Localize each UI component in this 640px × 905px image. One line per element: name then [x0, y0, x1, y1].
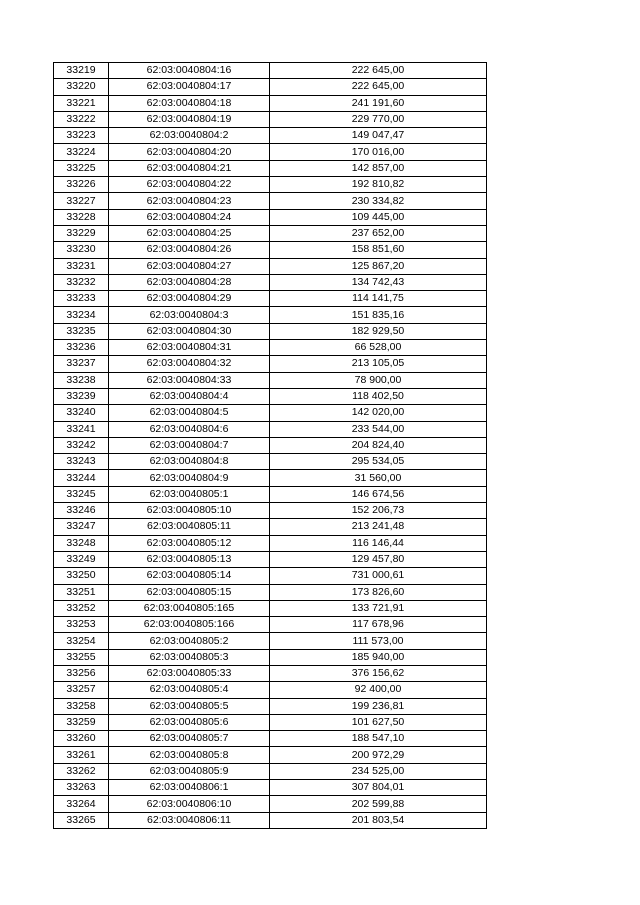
table-row: [54, 258, 487, 274]
value-cell: 295 534,05: [270, 454, 487, 470]
value-cell: 92 400,00: [270, 682, 487, 698]
cadastral-number-cell: 62:03:0040804:6: [109, 421, 270, 437]
value-cell: 213 241,48: [270, 519, 487, 535]
value-cell: 118 402,50: [270, 388, 487, 404]
row-number-cell: 33251: [54, 584, 109, 600]
cadastral-value-table: [53, 62, 487, 829]
value-cell: 188 547,10: [270, 731, 487, 747]
table-row: [54, 470, 487, 486]
table-row: [54, 111, 487, 127]
value-cell: 307 804,01: [270, 780, 487, 796]
value-cell: 158 851,60: [270, 242, 487, 258]
table-row: [54, 649, 487, 665]
cadastral-number-cell: 62:03:0040804:25: [109, 225, 270, 241]
row-number-cell: 33248: [54, 535, 109, 551]
cadastral-number-cell: 62:03:0040804:30: [109, 323, 270, 339]
row-number-cell: 33219: [54, 63, 109, 79]
row-number-cell: 33224: [54, 144, 109, 160]
cadastral-number-cell: 62:03:0040805:5: [109, 698, 270, 714]
value-cell: 192 810,82: [270, 177, 487, 193]
row-number-cell: 33256: [54, 665, 109, 681]
row-number-cell: 33229: [54, 225, 109, 241]
value-cell: 230 334,82: [270, 193, 487, 209]
table-row: [54, 682, 487, 698]
cadastral-number-cell: 62:03:0040804:32: [109, 356, 270, 372]
value-cell: 134 742,43: [270, 274, 487, 290]
table-row: [54, 519, 487, 535]
table-row: [54, 584, 487, 600]
value-cell: 233 544,00: [270, 421, 487, 437]
table-row: [54, 291, 487, 307]
row-number-cell: 33242: [54, 437, 109, 453]
table-row: [54, 79, 487, 95]
cadastral-number-cell: 62:03:0040804:3: [109, 307, 270, 323]
row-number-cell: 33264: [54, 796, 109, 812]
cadastral-number-cell: 62:03:0040804:18: [109, 95, 270, 111]
cadastral-number-cell: 62:03:0040804:16: [109, 63, 270, 79]
row-number-cell: 33236: [54, 340, 109, 356]
table-row: [54, 698, 487, 714]
value-cell: 142 857,00: [270, 160, 487, 176]
row-number-cell: 33230: [54, 242, 109, 258]
cadastral-number-cell: 62:03:0040805:33: [109, 665, 270, 681]
cadastral-number-cell: 62:03:0040805:9: [109, 763, 270, 779]
cadastral-number-cell: 62:03:0040805:4: [109, 682, 270, 698]
value-cell: 173 826,60: [270, 584, 487, 600]
cadastral-number-cell: 62:03:0040805:13: [109, 551, 270, 567]
row-number-cell: 33252: [54, 600, 109, 616]
row-number-cell: 33228: [54, 209, 109, 225]
row-number-cell: 33220: [54, 79, 109, 95]
table-row: [54, 323, 487, 339]
cadastral-number-cell: 62:03:0040804:7: [109, 437, 270, 453]
row-number-cell: 33245: [54, 486, 109, 502]
value-cell: 149 047,47: [270, 128, 487, 144]
table-row: [54, 665, 487, 681]
cadastral-number-cell: 62:03:0040804:33: [109, 372, 270, 388]
table-row: [54, 714, 487, 730]
row-number-cell: 33241: [54, 421, 109, 437]
row-number-cell: 33261: [54, 747, 109, 763]
row-number-cell: 33221: [54, 95, 109, 111]
cadastral-number-cell: 62:03:0040804:22: [109, 177, 270, 193]
row-number-cell: 33265: [54, 812, 109, 828]
table-row: [54, 372, 487, 388]
value-cell: 170 016,00: [270, 144, 487, 160]
row-number-cell: 33226: [54, 177, 109, 193]
row-number-cell: 33250: [54, 568, 109, 584]
row-number-cell: 33247: [54, 519, 109, 535]
row-number-cell: 33235: [54, 323, 109, 339]
cadastral-number-cell: 62:03:0040804:17: [109, 79, 270, 95]
value-cell: 202 599,88: [270, 796, 487, 812]
row-number-cell: 33260: [54, 731, 109, 747]
row-number-cell: 33258: [54, 698, 109, 714]
table-row: [54, 209, 487, 225]
value-cell: 237 652,00: [270, 225, 487, 241]
cadastral-number-cell: 62:03:0040805:2: [109, 633, 270, 649]
table-row: [54, 421, 487, 437]
table-row: [54, 340, 487, 356]
cadastral-number-cell: 62:03:0040804:4: [109, 388, 270, 404]
row-number-cell: 33259: [54, 714, 109, 730]
cadastral-number-cell: 62:03:0040804:28: [109, 274, 270, 290]
table-row: [54, 144, 487, 160]
value-cell: 213 105,05: [270, 356, 487, 372]
value-cell: 66 528,00: [270, 340, 487, 356]
table-row: [54, 486, 487, 502]
value-cell: 731 000,61: [270, 568, 487, 584]
cadastral-number-cell: 62:03:0040805:10: [109, 503, 270, 519]
table-row: [54, 780, 487, 796]
row-number-cell: 33222: [54, 111, 109, 127]
value-cell: 182 929,50: [270, 323, 487, 339]
table-row: [54, 731, 487, 747]
table-row: [54, 242, 487, 258]
value-cell: 241 191,60: [270, 95, 487, 111]
table-row: [54, 796, 487, 812]
value-cell: 200 972,29: [270, 747, 487, 763]
value-cell: 201 803,54: [270, 812, 487, 828]
row-number-cell: 33262: [54, 763, 109, 779]
cadastral-number-cell: 62:03:0040805:14: [109, 568, 270, 584]
cadastral-number-cell: 62:03:0040805:12: [109, 535, 270, 551]
cadastral-number-cell: 62:03:0040804:27: [109, 258, 270, 274]
cadastral-number-cell: 62:03:0040804:19: [109, 111, 270, 127]
value-cell: 234 525,00: [270, 763, 487, 779]
table-row: [54, 128, 487, 144]
value-cell: 125 867,20: [270, 258, 487, 274]
table-row: [54, 812, 487, 828]
value-cell: 142 020,00: [270, 405, 487, 421]
value-cell: 376 156,62: [270, 665, 487, 681]
cadastral-number-cell: 62:03:0040806:1: [109, 780, 270, 796]
row-number-cell: 33232: [54, 274, 109, 290]
row-number-cell: 33225: [54, 160, 109, 176]
cadastral-number-cell: 62:03:0040804:29: [109, 291, 270, 307]
cadastral-number-cell: 62:03:0040804:31: [109, 340, 270, 356]
value-cell: 229 770,00: [270, 111, 487, 127]
table-row: [54, 356, 487, 372]
value-cell: 31 560,00: [270, 470, 487, 486]
cadastral-number-cell: 62:03:0040805:6: [109, 714, 270, 730]
table-row: [54, 568, 487, 584]
value-cell: 101 627,50: [270, 714, 487, 730]
table-row: [54, 388, 487, 404]
row-number-cell: 33255: [54, 649, 109, 665]
row-number-cell: 33237: [54, 356, 109, 372]
value-cell: 117 678,96: [270, 617, 487, 633]
table-row: [54, 747, 487, 763]
row-number-cell: 33243: [54, 454, 109, 470]
value-cell: 116 146,44: [270, 535, 487, 551]
table-row: [54, 600, 487, 616]
table-body: [54, 63, 487, 829]
table-row: [54, 160, 487, 176]
value-cell: 222 645,00: [270, 63, 487, 79]
cadastral-number-cell: 62:03:0040804:26: [109, 242, 270, 258]
table-row: [54, 763, 487, 779]
cadastral-number-cell: 62:03:0040805:3: [109, 649, 270, 665]
row-number-cell: 33244: [54, 470, 109, 486]
cadastral-number-cell: 62:03:0040804:21: [109, 160, 270, 176]
row-number-cell: 33253: [54, 617, 109, 633]
cadastral-number-cell: 62:03:0040805:1: [109, 486, 270, 502]
value-cell: 133 721,91: [270, 600, 487, 616]
value-cell: 146 674,56: [270, 486, 487, 502]
row-number-cell: 33263: [54, 780, 109, 796]
table-row: [54, 454, 487, 470]
cadastral-number-cell: 62:03:0040805:8: [109, 747, 270, 763]
value-cell: 78 900,00: [270, 372, 487, 388]
row-number-cell: 33227: [54, 193, 109, 209]
table-row: [54, 193, 487, 209]
cadastral-number-cell: 62:03:0040804:23: [109, 193, 270, 209]
value-cell: 199 236,81: [270, 698, 487, 714]
cadastral-number-cell: 62:03:0040804:20: [109, 144, 270, 160]
table-row: [54, 307, 487, 323]
row-number-cell: 33249: [54, 551, 109, 567]
cadastral-number-cell: 62:03:0040804:5: [109, 405, 270, 421]
cadastral-number-cell: 62:03:0040804:24: [109, 209, 270, 225]
table-row: [54, 405, 487, 421]
cadastral-number-cell: 62:03:0040805:11: [109, 519, 270, 535]
row-number-cell: 33223: [54, 128, 109, 144]
row-number-cell: 33233: [54, 291, 109, 307]
cadastral-number-cell: 62:03:0040804:8: [109, 454, 270, 470]
table-row: [54, 95, 487, 111]
row-number-cell: 33257: [54, 682, 109, 698]
cadastral-number-cell: 62:03:0040806:10: [109, 796, 270, 812]
cadastral-number-cell: 62:03:0040805:15: [109, 584, 270, 600]
value-cell: 129 457,80: [270, 551, 487, 567]
row-number-cell: 33240: [54, 405, 109, 421]
cadastral-number-cell: 62:03:0040805:165: [109, 600, 270, 616]
table-row: [54, 63, 487, 79]
row-number-cell: 33254: [54, 633, 109, 649]
row-number-cell: 33238: [54, 372, 109, 388]
row-number-cell: 33234: [54, 307, 109, 323]
cadastral-number-cell: 62:03:0040805:166: [109, 617, 270, 633]
table-row: [54, 225, 487, 241]
value-cell: 114 141,75: [270, 291, 487, 307]
table-row: [54, 633, 487, 649]
table-row: [54, 274, 487, 290]
value-cell: 111 573,00: [270, 633, 487, 649]
table-row: [54, 437, 487, 453]
table-row: [54, 551, 487, 567]
cadastral-number-cell: 62:03:0040804:9: [109, 470, 270, 486]
row-number-cell: 33246: [54, 503, 109, 519]
cadastral-number-cell: 62:03:0040805:7: [109, 731, 270, 747]
table-row: [54, 503, 487, 519]
value-cell: 152 206,73: [270, 503, 487, 519]
value-cell: 222 645,00: [270, 79, 487, 95]
table-row: [54, 617, 487, 633]
value-cell: 204 824,40: [270, 437, 487, 453]
value-cell: 109 445,00: [270, 209, 487, 225]
row-number-cell: 33239: [54, 388, 109, 404]
table-row: [54, 535, 487, 551]
cadastral-number-cell: 62:03:0040804:2: [109, 128, 270, 144]
table-row: [54, 177, 487, 193]
value-cell: 185 940,00: [270, 649, 487, 665]
cadastral-number-cell: 62:03:0040806:11: [109, 812, 270, 828]
value-cell: 151 835,16: [270, 307, 487, 323]
row-number-cell: 33231: [54, 258, 109, 274]
